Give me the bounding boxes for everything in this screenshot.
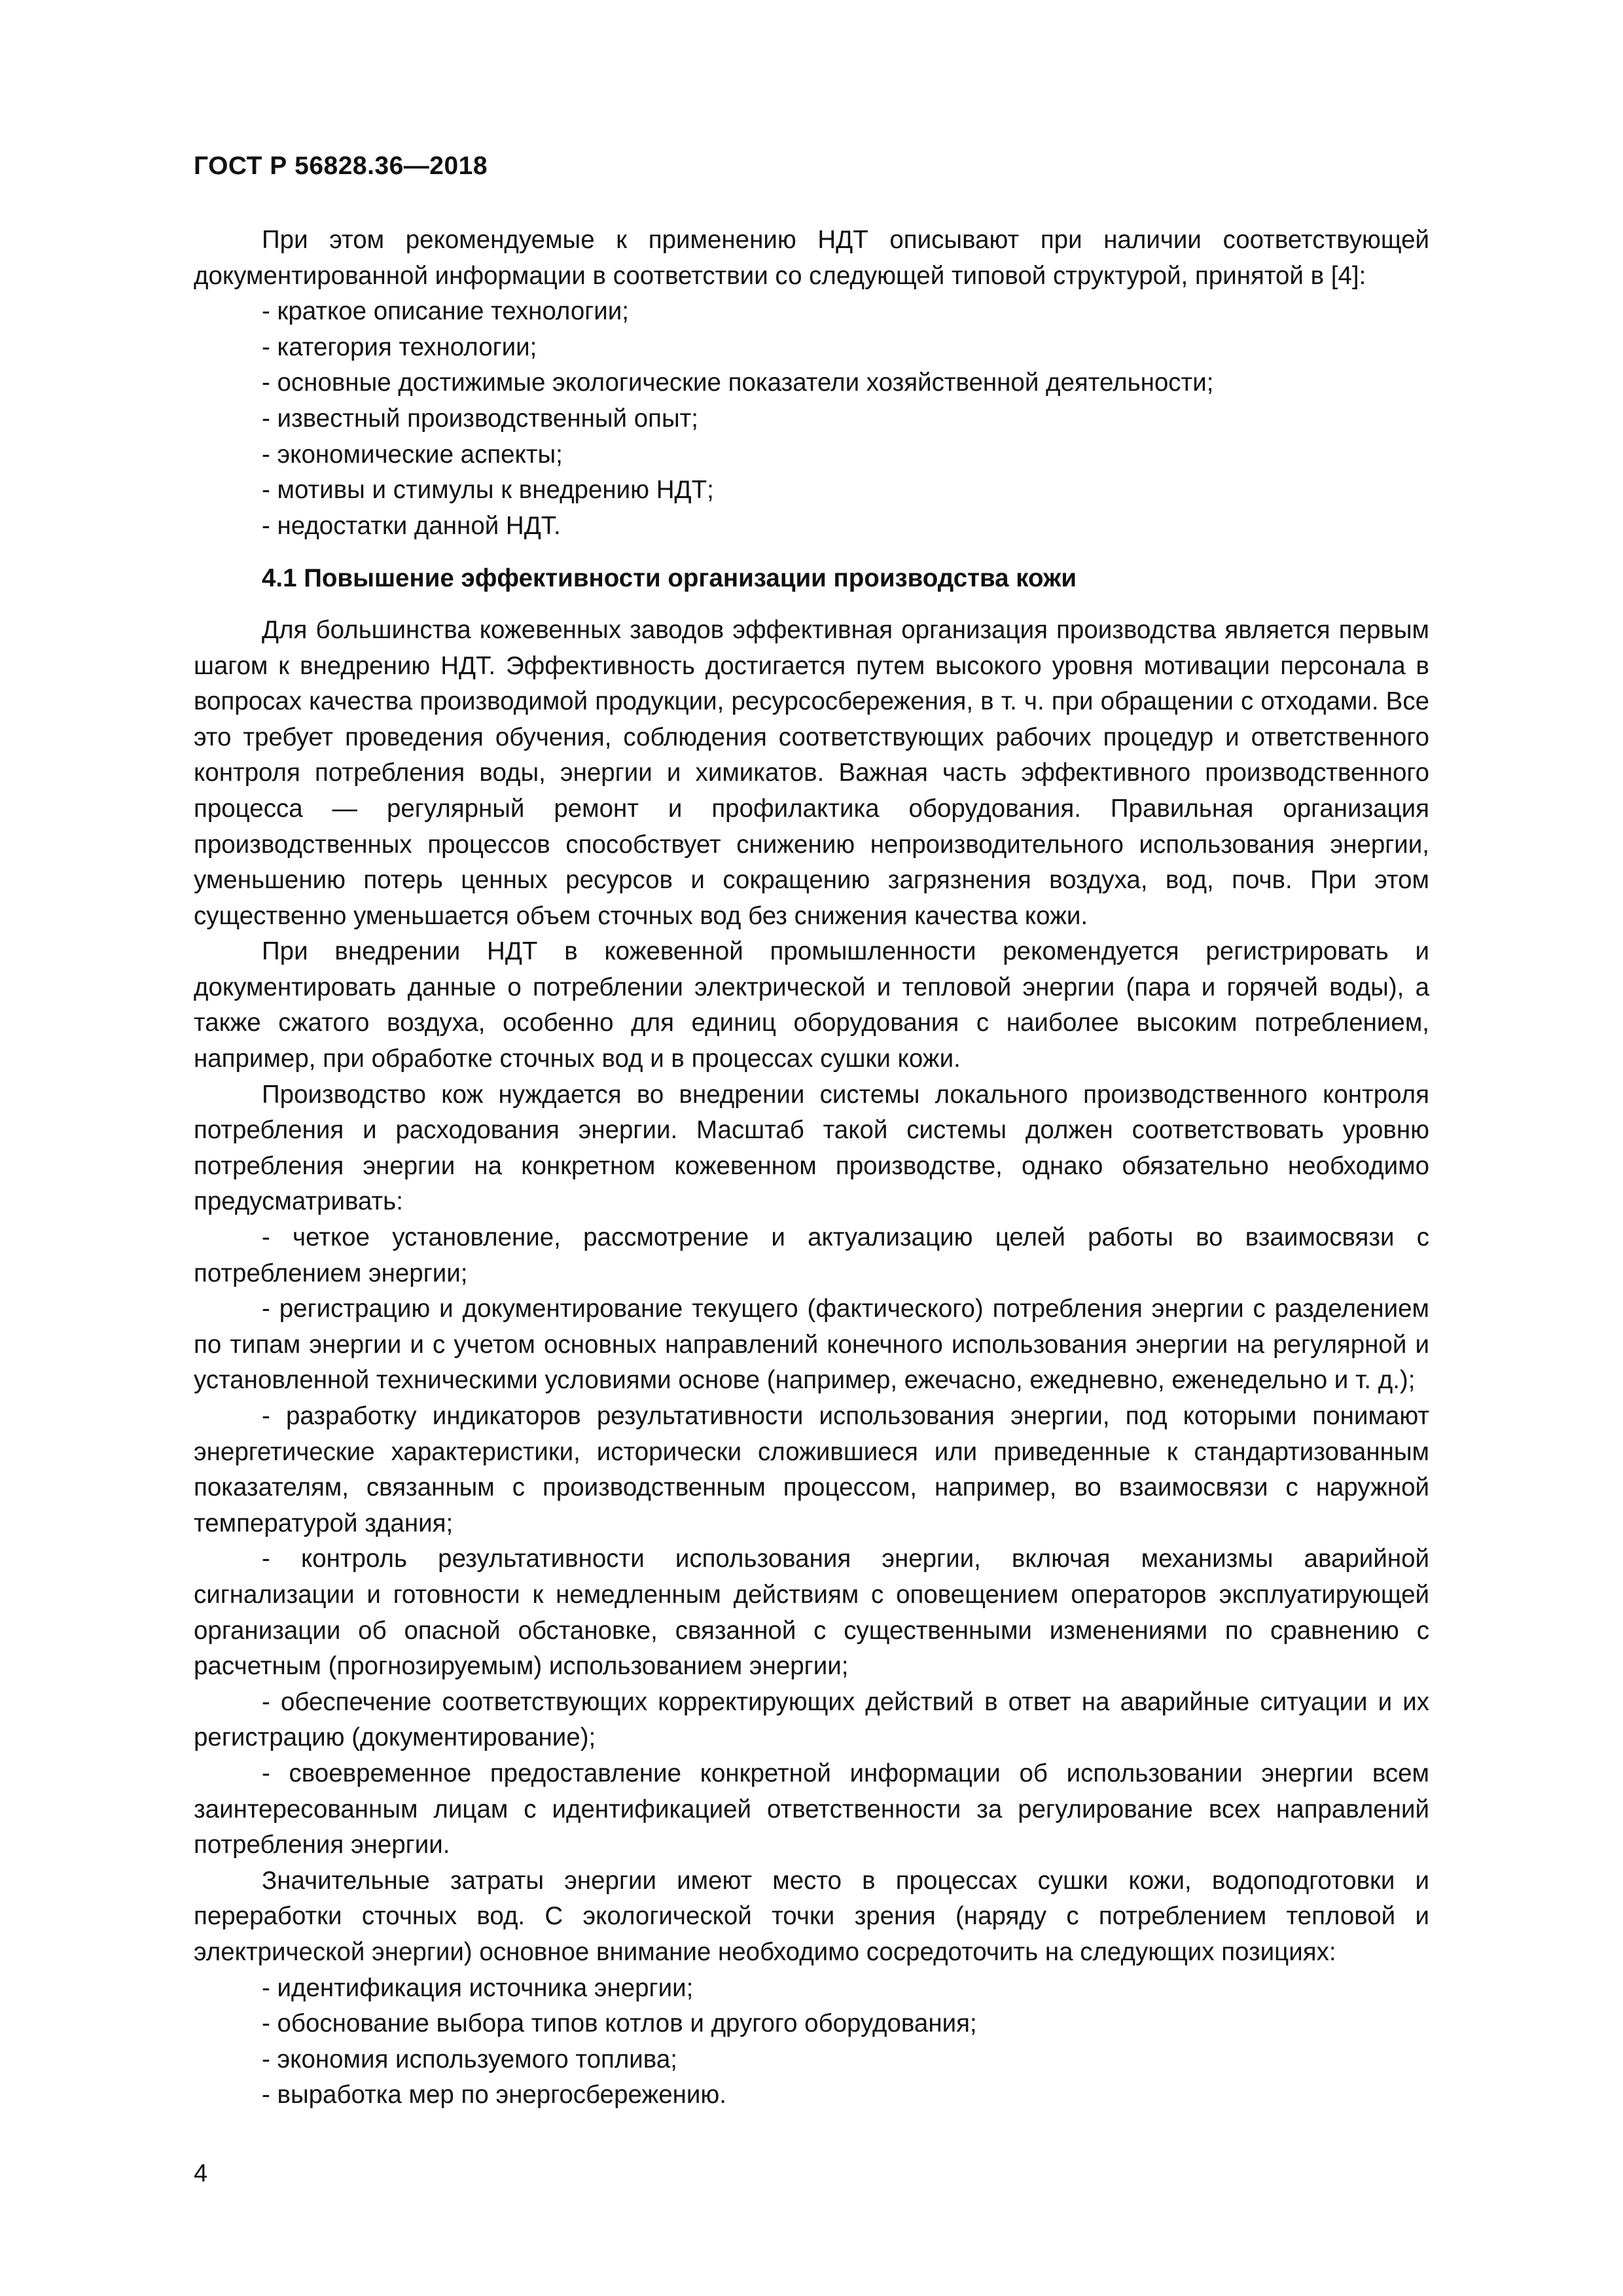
requirement-list-item: - четкое установление, рассмотрение и актуализацию целей работы во взаимосвязи с потреблением энергии; <box>194 1223 1429 1287</box>
intro-list-item: - основные достижимые экологические показатели хозяйственной деятельности; <box>262 368 1214 397</box>
body-paragraph: При внедрении НДТ в кожевенной промышленности рекомендуется регистрировать и документировать данные о потреблении электрической и тепловой энергии (пара и горячей воды), а также сжатого воздуха, особенно для единиц оборудования с наиболее высоким потреблением, например, при обработке сточных вод и в процессах сушки кожи. <box>194 937 1429 1073</box>
requirement-list-item: - разработку индикаторов результативности использования энергии, под которыми понимают энергетические характеристики, исторически сложившиеся или приведенные к стандартизованным показателям, связанным с производственным процессом, например, во взаимосвязи с наружной температурой здания; <box>194 1402 1429 1537</box>
page-number: 4 <box>194 2160 208 2187</box>
requirement-list-item: - регистрацию и документирование текущего (фактического) потребления энергии с разделением по типам энергии и с учетом основных направлений конечного использования энергии на регулярной и установленной техническими условиями основе (например, ежечасно, ежедневно, еженедельно и т. д.); <box>194 1295 1429 1395</box>
position-list-item: - экономия используемого топлива; <box>262 2045 677 2073</box>
requirement-list-item: - контроль результативности использования энергии, включая механизмы аварийной сигнализации и готовности к немедленным действиям с оповещением операторов эксплуатирующей организации об опасной обстановке, связанной с существенными изменениями по сравнению с расчетным (прогнозируемым) использованием энергии; <box>194 1545 1429 1681</box>
body-paragraph: Для большинства кожевенных заводов эффективная организация производства является первым шагом к внедрению НДТ. Эффективность достигается путем высокого уровня мотивации персонала в вопросах качества производимой продукции, ресурсосбережения, в т. ч. при обращении с отходами. Все это требует проведения обучения, соблюдения соответствующих рабочих процедур и ответственного контроля потребления воды, энергии и химикатов. Важная часть эффективного производственного процесса — регулярный ремонт и профилактика оборудования. Правильная организация производственных процессов способствует снижению непроизводительного использования энергии, уменьшению потерь ценных ресурсов и сокращению загрязнения воздуха, вод, почв. При этом существенно уменьшается объем сточных вод без снижения качества кожи. <box>194 615 1429 930</box>
position-list-item: - обоснование выбора типов котлов и другого оборудования; <box>262 2009 977 2038</box>
requirement-list-item: - своевременное предоставление конкретной информации об использовании энергии всем заинтересованным лицам с идентификацией ответственности за регулирование всех направлений потребления энергии. <box>194 1759 1429 1859</box>
position-list-item: - выработка мер по энергосбережению. <box>262 2081 726 2109</box>
intro-list-item: - категория технологии; <box>262 332 537 361</box>
body-paragraph: Производство кож нуждается во внедрении системы локального производственного контроля потребления и расходования энергии. Масштаб такой системы должен соответствовать уровню потребления энергии на конкретном кожевенном производстве, однако обязательно необходимо предусматривать: <box>194 1080 1429 1216</box>
document-header: ГОСТ Р 56828.36—2018 <box>194 152 488 180</box>
requirement-list-item: - обеспечение соответствующих корректирующих действий в ответ на аварийные ситуации и их регистрацию (документирование); <box>194 1687 1429 1752</box>
intro-list-item: - мотивы и стимулы к внедрению НДТ; <box>262 476 714 505</box>
intro-list-item: - известный производственный опыт; <box>262 404 698 433</box>
intro-paragraph: При этом рекомендуемые к применению НДТ описывают при наличии соответствующей документированной информации в соответствии со следующей типовой структурой, принятой в [4]: <box>194 226 1429 290</box>
document-body <box>194 223 1429 2113</box>
body-paragraph: Значительные затраты энергии имеют место в процессах сушки кожи, водоподготовки и переработки сточных вод. С экологической точки зрения (наряду с потреблением тепловой и электрической энергии) основное внимание необходимо сосредоточить на следующих позициях: <box>194 1866 1429 1966</box>
section-heading: 4.1 Повышение эффективности организации производства кожи <box>262 564 1077 593</box>
intro-list-item: - экономические аспекты; <box>262 440 563 469</box>
intro-list-item: - краткое описание технологии; <box>262 297 629 326</box>
position-list-item: - идентификация источника энергии; <box>262 1973 694 2002</box>
intro-list-item: - недостатки данной НДТ. <box>262 511 561 540</box>
